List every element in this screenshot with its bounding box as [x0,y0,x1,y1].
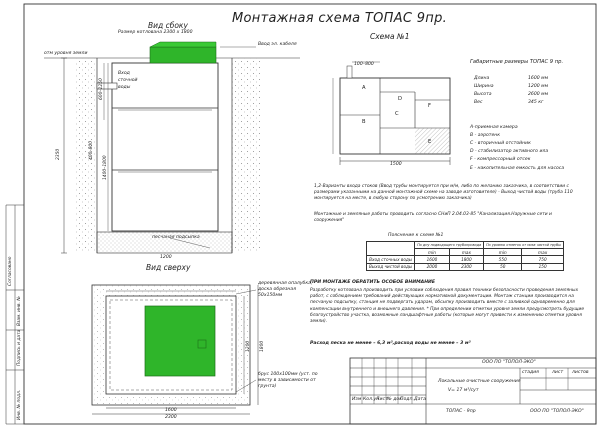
stamp-capacity: V= 17 м³/сут [448,388,479,393]
table-cell: 2300 [449,263,483,270]
inlet-label-2: сточной [118,78,138,83]
beam-label: брус 100х100мм (уст. по месту в зависимости от грунта) [258,372,318,389]
spec-value-height: 2600 мм [528,92,549,97]
attention-title: ПРИ МОНТАЖЕ ОБРАТИТЬ ОСОБОЕ ВНИМАНИЕ [310,280,436,285]
formwork-label: деревянная опалубка, доска обрезная 50х150мм [258,281,313,298]
legend-f: F - компрессорный отсек [470,157,531,162]
dim-left-label: 2350 [56,148,61,160]
sand-base-label: песчаная подсыпка [152,235,200,240]
inlet-label-3: воды [118,85,131,90]
table-cell: 50 [484,263,522,270]
spec-value-length: 1600 мм [528,76,549,81]
table-cell: 550 [484,256,522,263]
ground-level-label: отм уровня земли [44,51,88,56]
table-cell: 2000 [415,263,449,270]
dim-outlet-label: 1400–1800 [103,155,108,180]
table-cell: Вход сточных воды [367,256,415,263]
stamp-product: ТОПАС - 9пр [446,409,476,414]
zone-d: D [398,96,402,102]
stamp-col-podp: Подп. [400,397,414,402]
stamp-company: ООО ПО "ТОПОЛ-ЭКО" [482,360,536,365]
legend-a: А-приемная камера [470,125,518,130]
zone-b: B [362,119,366,125]
table-cell: min [415,249,449,256]
side-view-title: Вид сбоку [148,21,188,30]
stamp-col-doc: № док [387,397,402,402]
margin-vzam-label: Взам. инв. № [17,296,22,326]
dim-bottom-label: 1200 [160,255,172,260]
top-dim-w-inner: 1600 [165,408,177,413]
scheme1-title: Схема №1 [370,32,410,41]
top-view-drawing [92,285,258,414]
scheme1-drawing [333,62,450,165]
explication-table [366,241,564,271]
attention-text: Разработку котлована производить при условии соблюдения правил техники безопасности проведения земляных работ, с соблюдением требований действующих нормативной документации. Монтаж станции производится на песчаную подсыпку, станция не подвергать ударам, обсыпку производить вместе с заливкой одновременно для компенсации внутреннего и внешнего давления. * При определении отметки уровня земли предусмотреть будущие благоустройство участка, возможные ландшафтные работы (которые могут привести к изменению отметки уровня земли). [310,288,585,325]
spec-label-height: Высота [474,92,492,97]
stamp-object: Локальные очистные сооружения [438,379,521,384]
table-cell: min [484,249,522,256]
table-cell: 1800 [449,256,483,263]
cable-inlet-label: Ввод эл. кабеля [258,42,297,47]
top-dim-h-inner: 1200 [246,340,251,352]
attention-bold: Расход песка не менее – 6,3 м³,расход воды не менее – 3 м³ [310,341,471,346]
spec-label-width: Ширина [474,84,494,89]
dim-outlet-pipe-label: 400–800 [89,141,94,160]
top-dim-w-outer: 2300 [165,415,177,420]
spec-value-weight: 345 кг [528,100,544,105]
table-cell: По уровню отметок от низа чистой трубы [484,242,564,249]
table-row [367,256,564,263]
pit-size-label: Размер котлована 2300 х 1800 [118,30,193,35]
notes-standards: Монтажные и земляные работы проводить согласно СНиП 2.04.03-85 "Канализация.Наружные сети и сооружения" [314,212,552,224]
legend-b: В - аэротенк [470,133,501,138]
scheme1-dim-top: 100–800 [354,62,374,67]
stamp-sheet: лист [552,370,564,375]
margin-agreed-label: Согласовано [8,256,13,286]
table-cell: max [522,249,564,256]
table-cell [367,242,415,256]
table-cell: Выход чистой воды [367,263,415,270]
stamp-col-date: Дата [414,397,426,402]
legend-c: С - вторичный отстойник [470,141,531,146]
stamp-stage: стадия [522,370,539,375]
drawing-title: Монтажная схема ТОПАС 9пр. [232,11,448,26]
table-row [367,263,564,270]
zone-a: A [362,85,366,91]
stamp-company2: ООО ПО "ТОПОЛ-ЭКО" [530,409,584,414]
inlet-label-1: Вход [118,71,130,76]
top-dim-h-outer: 1800 [260,340,265,352]
table-cell: max [449,249,483,256]
table-cell: 750 [522,256,564,263]
explication-title: Пояснение к схеме №1 [388,233,444,238]
zone-c: C [395,111,399,117]
top-view-title: Вид сверху [146,263,191,272]
legend-e: Е - накопительная емкость для насоса [470,166,565,171]
stamp-col-kol: Кол.уч [363,397,379,402]
stamp-col-izm: Изм [352,397,362,402]
stamp-sheets: листов [572,370,589,375]
spec-label-length: Длина [474,76,490,81]
zone-f: F [428,103,431,109]
legend-d: D - стабилизатор активного ила [470,149,549,154]
scheme1-dim-bottom: 1500 [390,162,402,167]
zone-e: E [428,139,432,145]
table-row [367,242,564,249]
spec-label-weight: Вес [474,100,483,105]
specs-heading: Габаритные размеры ТОПАС 9 пр. [470,59,564,65]
margin-inv-label: Инв. № подл. [17,389,22,420]
notes-pipes: 1,2-Варианты входа стоков (Ввод трубы монтируется при м/м, либо по желанию заказчика, в соответствии с размерами указанными на данной монтажной схеме на заводе изготовителе) - Выход чистой воды (труба 110 монтируется на месте, в любую сторону по усмотрению заказчика) [314,184,573,202]
table-cell: По дну подводящего трубопровода [415,242,484,249]
margin-sign-label: Подпись и дата [17,329,22,366]
table-cell: 1600 [415,256,449,263]
table-cell: 150 [522,263,564,270]
spec-value-width: 1200 мм [528,84,549,89]
side-view-drawing [44,42,300,253]
stamp-col-list: Лист [376,397,388,402]
dim-inlet-label: 600–1250 [99,78,104,100]
